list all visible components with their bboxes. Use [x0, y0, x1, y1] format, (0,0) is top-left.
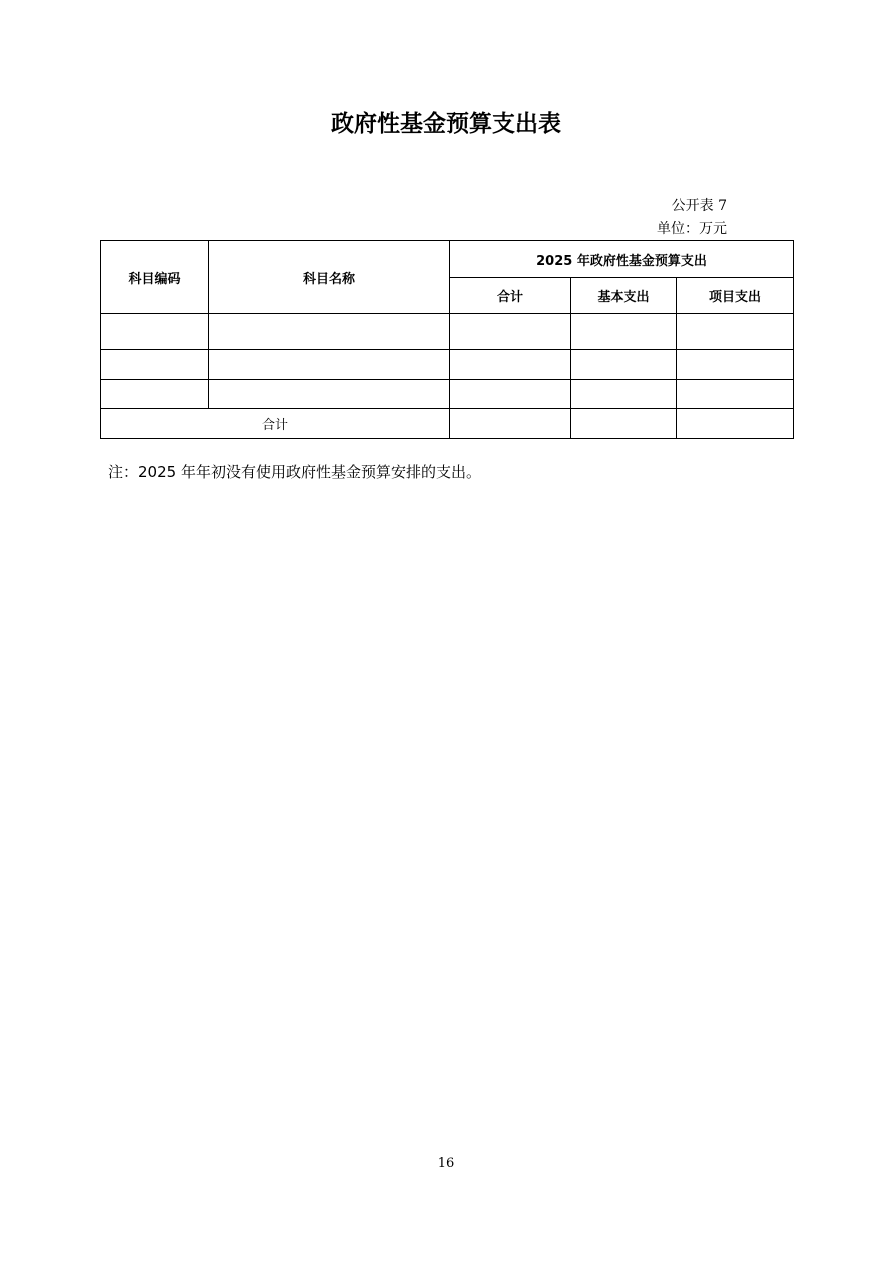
- total-cell-project: [677, 409, 794, 439]
- cell-code: [101, 314, 209, 350]
- cell-total: [450, 314, 571, 350]
- cell-basic: [571, 380, 677, 409]
- table-header-row: [101, 241, 794, 278]
- cell-total: [450, 380, 571, 409]
- table-row: [101, 350, 794, 380]
- footnote: 注：2025 年年初没有使用政府性基金预算安排的支出。: [108, 463, 481, 481]
- cell-name: [209, 314, 450, 350]
- cell-name: [209, 380, 450, 409]
- table-row: [101, 314, 794, 350]
- header-budget-group: 2025 年政府性基金预算支出: [450, 241, 794, 278]
- cell-code: [101, 380, 209, 409]
- cell-project: [677, 380, 794, 409]
- page-title: 政府性基金预算支出表: [331, 111, 561, 137]
- budget-expenditure-table: [100, 240, 794, 439]
- total-cell-total: [450, 409, 571, 439]
- cell-project: [677, 314, 794, 350]
- table-total-row: [101, 409, 794, 439]
- header-subject-name: 科目名称: [209, 241, 450, 314]
- table-row: [101, 380, 794, 409]
- table-reference: 公开表 7: [671, 198, 727, 214]
- header-subject-code: 科目编码: [101, 241, 209, 314]
- page-number: 16: [437, 1156, 455, 1171]
- cell-total: [450, 350, 571, 380]
- total-cell-basic: [571, 409, 677, 439]
- cell-basic: [571, 314, 677, 350]
- cell-project: [677, 350, 794, 380]
- cell-basic: [571, 350, 677, 380]
- header-project-expenditure: 项目支出: [677, 278, 794, 314]
- total-row-label: 合计: [101, 409, 450, 439]
- header-basic-expenditure: 基本支出: [571, 278, 677, 314]
- header-total: 合计: [450, 278, 571, 314]
- unit-label: 单位：万元: [657, 221, 727, 237]
- cell-code: [101, 350, 209, 380]
- cell-name: [209, 350, 450, 380]
